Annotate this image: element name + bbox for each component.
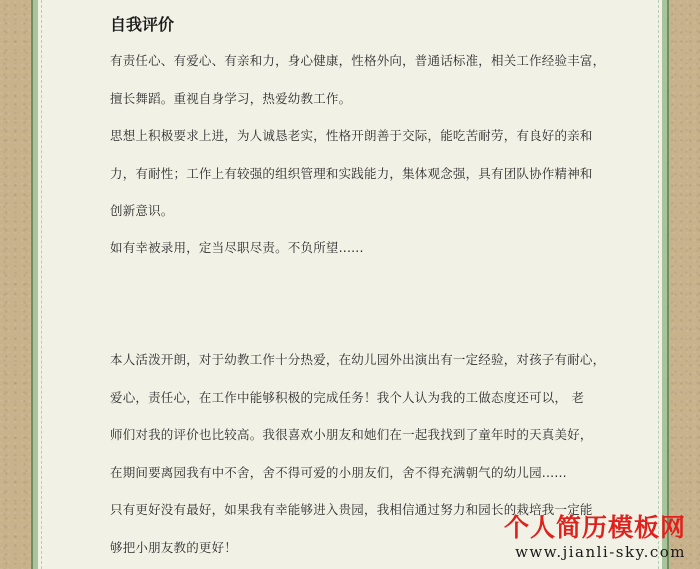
paragraph2-line: 只有更好没有最好，如果我有幸能够进入贵园，我相信通过努力和园长的栽培我一定能	[110, 502, 593, 517]
paragraph2-line: 爱心，责任心，在工作中能够积极的完成任务！我个人认为我的工做态度还可以， 老	[110, 390, 585, 405]
paragraph1-line: 思想上积极要求上进，为人诚恳老实，性格开朗善于交际，能吃苦耐劳，有良好的亲和	[110, 128, 593, 143]
section-title: 自我评价	[110, 15, 175, 34]
paragraph2-line: 够把小朋友教的更好！	[110, 540, 238, 555]
paragraph1-line: 力，有耐性；工作上有较强的组织管理和实践能力，集体观念强，具有团队协作精神和	[110, 166, 593, 181]
paragraph1-line: 擅长舞蹈。重视自身学习，热爱幼教工作。	[110, 91, 352, 106]
paragraph1-line: 如有幸被录用，定当尽职尽责。不负所望......	[110, 240, 364, 255]
resume-paper	[33, 0, 667, 569]
watermark-title: 个人简历模板网	[503, 513, 686, 542]
paragraph1-line: 创新意识。	[110, 203, 174, 218]
paragraph1-line: 有责任心、有爱心、有亲和力，身心健康，性格外向，普通话标准，相关工作经验丰富，	[110, 53, 606, 68]
paragraph2-line: 在期间要离园我有中不舍，舍不得可爱的小朋友们，舍不得充满朝气的幼儿园......	[110, 465, 567, 480]
watermark-url: www.jianli-sky.com	[515, 543, 686, 561]
paragraph2-line: 师们对我的评价也比较高。我很喜欢小朋友和她们在一起我找到了童年时的天真美好，	[110, 427, 593, 442]
paragraph2-line: 本人活泼开朗，对于幼教工作十分热爱，在幼儿园外出演出有一定经验，对孩子有耐心，	[110, 352, 606, 367]
